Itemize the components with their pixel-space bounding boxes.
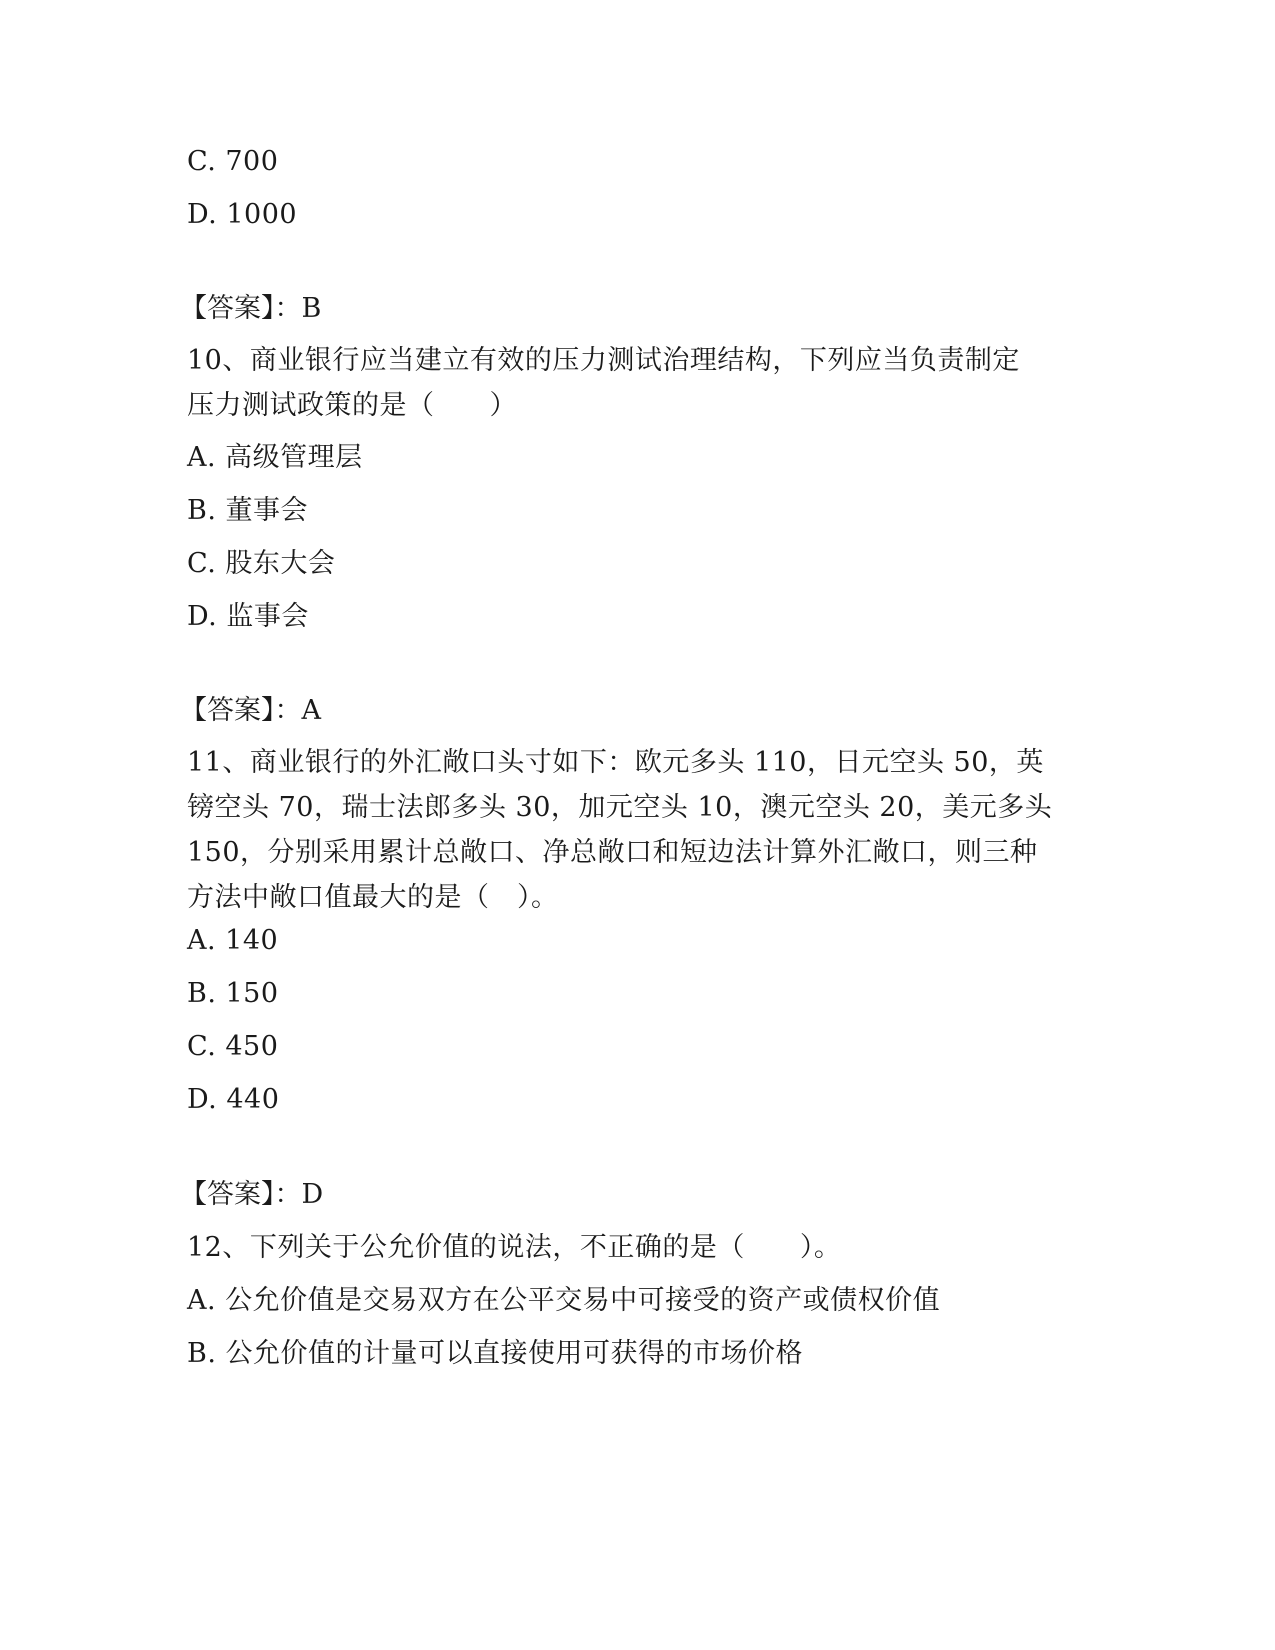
q10-option-b: B. 董事会 bbox=[187, 495, 309, 526]
q11-question-line-2: 镑空头 70，瑞士法郎多头 30，加元空头 10，澳元空头 20，美元多头 bbox=[187, 792, 1053, 823]
q11-question bbox=[187, 740, 1087, 920]
q11-option-b: B. 150 bbox=[187, 978, 279, 1009]
q11-question-line-3: 150，分别采用累计总敞口、净总敞口和短边法计算外汇敞口，则三种 bbox=[187, 837, 1038, 868]
q10-option-d: D. 监事会 bbox=[187, 601, 309, 632]
q11-answer: 【答案】：D bbox=[180, 1179, 324, 1210]
q10-question-line-2: 压力测试政策的是（ ） bbox=[187, 390, 517, 421]
q12-question-line-1: 12、下列关于公允价值的说法，不正确的是（ ）。 bbox=[187, 1232, 842, 1263]
q10-question-line-1: 10、商业银行应当建立有效的压力测试治理结构，下列应当负责制定 bbox=[187, 345, 1020, 376]
q9-answer: 【答案】：B bbox=[180, 293, 322, 324]
q9-option-c: C. 700 bbox=[187, 146, 279, 177]
q11-option-d: D. 440 bbox=[187, 1084, 280, 1115]
q10-question bbox=[187, 338, 1087, 428]
q10-answer: 【答案】：A bbox=[180, 695, 321, 726]
q11-option-a: A. 140 bbox=[187, 925, 279, 956]
q12-option-b: B. 公允价值的计量可以直接使用可获得的市场价格 bbox=[187, 1338, 804, 1369]
q10-option-a: A. 高级管理层 bbox=[187, 442, 363, 473]
q11-question-line-4: 方法中敞口值最大的是（ ）。 bbox=[187, 882, 559, 913]
q11-option-c: C. 450 bbox=[187, 1031, 279, 1062]
q9-option-d: D. 1000 bbox=[187, 199, 298, 230]
q12-question bbox=[187, 1225, 1087, 1270]
q12-option-a: A. 公允价值是交易双方在公平交易中可接受的资产或债权价值 bbox=[187, 1285, 941, 1316]
q11-question-line-1: 11、商业银行的外汇敞口头寸如下：欧元多头 110，日元空头 50，英 bbox=[187, 747, 1044, 778]
q10-option-c: C. 股东大会 bbox=[187, 548, 336, 579]
